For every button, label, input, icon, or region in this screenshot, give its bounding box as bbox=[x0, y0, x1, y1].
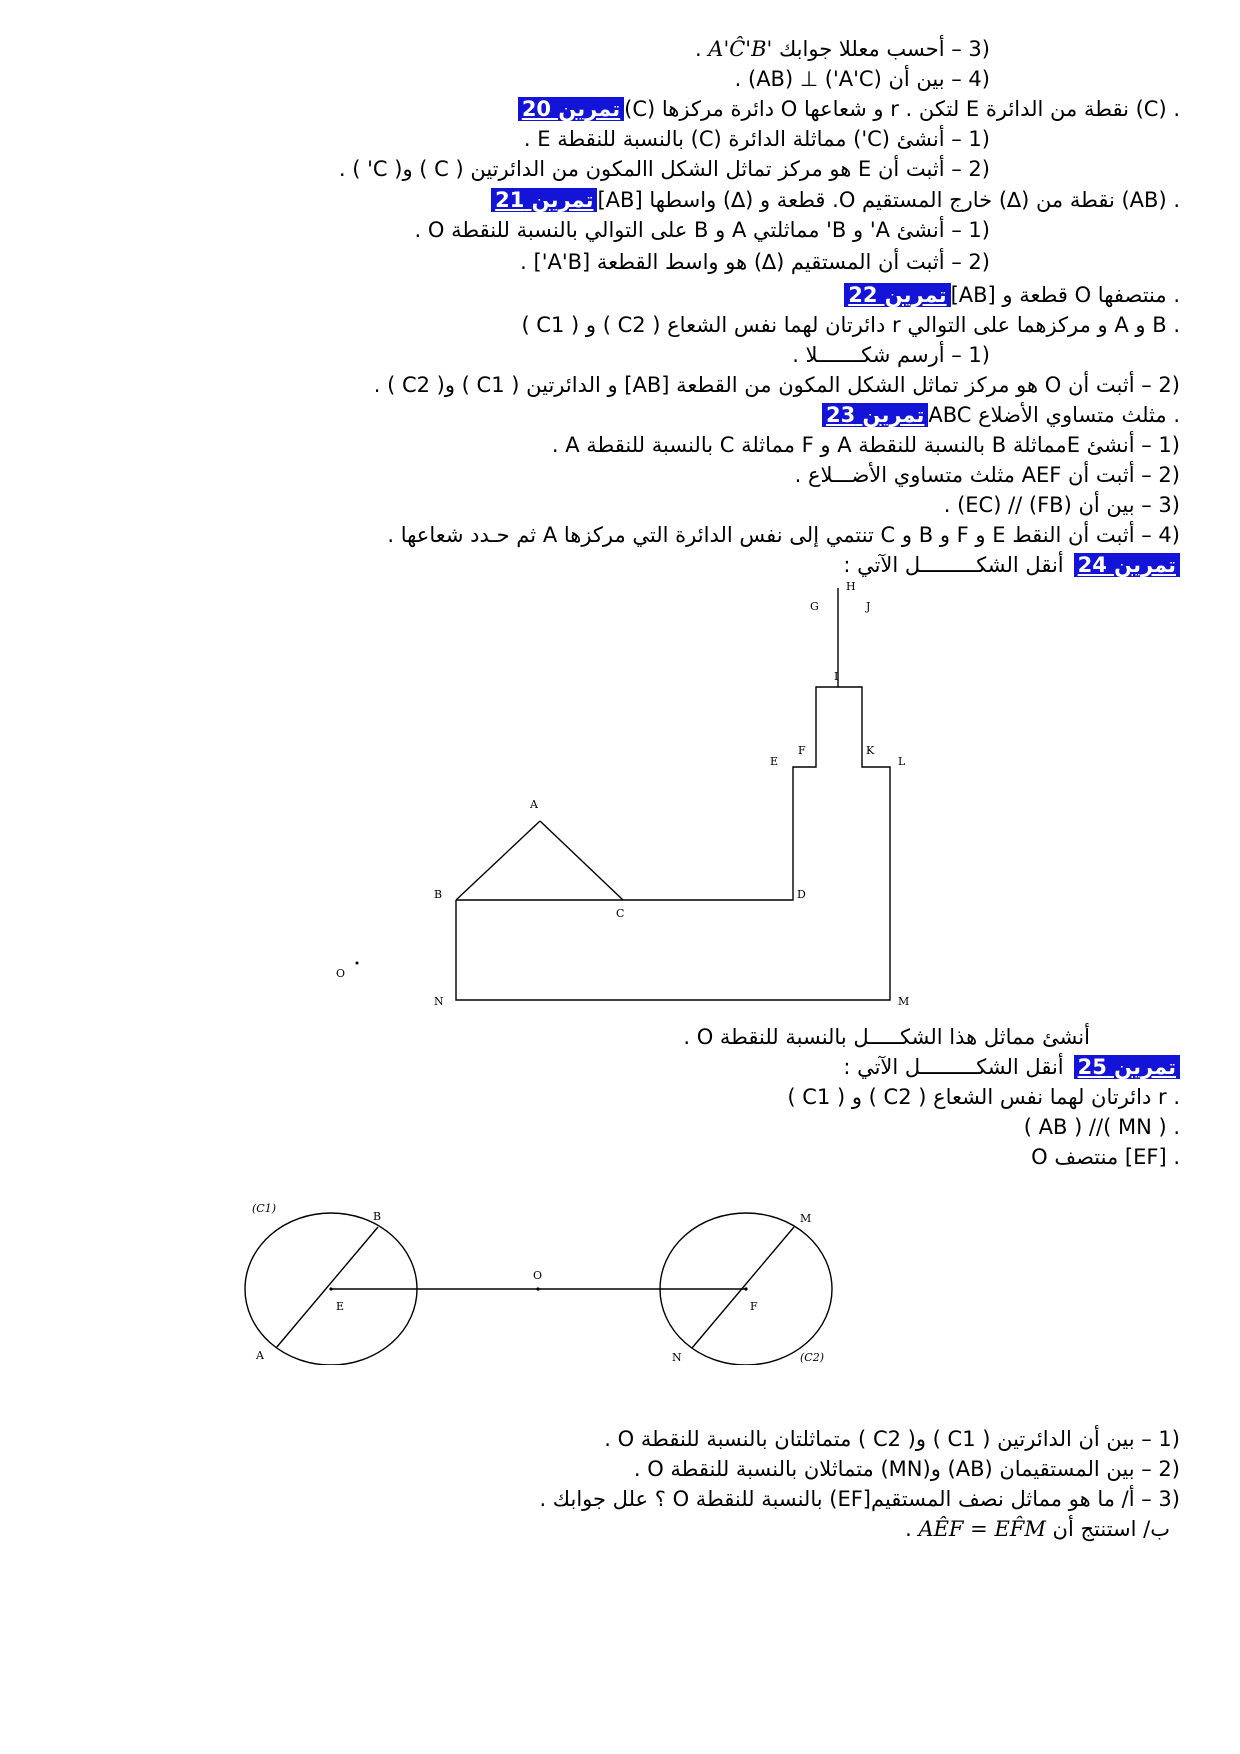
figure-25 bbox=[0, 1185, 1240, 1365]
e20-statement: تمرين 20 (C) دائرة مركزها O و شعاعها r . لتكن E نقطة من الدائرة (C) . bbox=[508, 96, 1180, 122]
e23-q2: (2 – أثبت أن AEF مثلث متساوي الأضـــلاع . bbox=[794, 463, 1180, 487]
label-e: E bbox=[770, 755, 779, 768]
exercise-badge-23: تمرين 23 bbox=[822, 403, 928, 427]
label-g: G bbox=[810, 600, 819, 613]
e22-circles: ( C1 ) و ( C2 ) دائرتان لهما نفس الشعاع r و مركزهما على التوالي A و B . bbox=[521, 313, 1180, 337]
angle-formula: A'Ĉ'B' bbox=[708, 37, 773, 61]
label-m: M bbox=[898, 995, 910, 1008]
e21-statement: تمرين 21 [AB] قطعة و (∆) واسطها .O نقطة من (∆) خارج المستقيم (AB) . bbox=[481, 187, 1180, 213]
point-f bbox=[744, 1287, 747, 1290]
segment-ac bbox=[540, 821, 623, 900]
label-k: K bbox=[866, 744, 875, 757]
e25-statement: تمرين 25أنقل الشكـــــــــل الآتي : bbox=[843, 1054, 1180, 1080]
label-o: O bbox=[336, 967, 346, 980]
figure-24 bbox=[0, 580, 1240, 1020]
e19-q3: (3 – أحسب معللا جوابك A'Ĉ'B' . bbox=[694, 37, 990, 61]
e20-q1: (1 – أنشئ (C') مماثلة الدائرة (C) بالنسبة للنقطة E . bbox=[523, 127, 990, 151]
e25-parallel: ( AB ) //( MN ) . bbox=[1023, 1115, 1180, 1139]
label-m: M bbox=[800, 1212, 812, 1225]
point-e bbox=[329, 1287, 332, 1290]
e19-q4: (4 – بين أن (A'C') ⊥ (AB) . bbox=[734, 67, 990, 91]
e23-statement: تمرين 23 ABC مثلث متساوي الأضلاع . bbox=[812, 402, 1180, 428]
label-o: O bbox=[533, 1269, 543, 1282]
point-o bbox=[536, 1287, 539, 1290]
label-e: E bbox=[336, 1300, 345, 1313]
e25-q3b: ب/ استنتج أن AÊF = EF̂M . bbox=[905, 1517, 1170, 1541]
label-f: F bbox=[798, 744, 806, 757]
exercise-badge-24: تمرين 24 bbox=[1074, 553, 1180, 577]
e25-midpoint: O منتصف [EF] . bbox=[1031, 1145, 1180, 1169]
exercise-badge-20: تمرين 20 bbox=[518, 97, 624, 121]
label-h: H bbox=[846, 580, 856, 593]
e25-q2: (2 – بين المستقيمان (AB) و(MN) متماثلان بالنسبة للنقطة O . bbox=[633, 1457, 1180, 1481]
e25-q1: (1 – بين أن الدائرتين ( C1 ) و( C2 ) متماثلتان بالنسبة للنقطة O . bbox=[604, 1427, 1180, 1451]
e22-q2: (2 – أثبت أن O هو مركز تماثل الشكل المكون من القطعة [AB] و الدائرتين ( C1 ) و( C2 ) . bbox=[373, 373, 1180, 397]
e23-q3: (3 – بين أن (FB) // (EC) . bbox=[943, 493, 1180, 517]
e20-q2: (2 – أثبت أن E هو مركز تماثل الشكل االمكون من الدائرتين ( C ) و( C' ) . bbox=[338, 157, 990, 181]
exercise-badge-21: تمرين 21 bbox=[491, 188, 597, 212]
segment-mn bbox=[692, 1227, 794, 1348]
angle-equality: AÊF = EF̂M bbox=[918, 1517, 1046, 1541]
e21-q2: (2 – أثبت أن المستقيم (∆) هو واسط القطعة [A'B'] . bbox=[520, 250, 990, 274]
e25-circles: ( C1 ) و ( C2 ) دائرتان لهما نفس الشعاع r . bbox=[787, 1085, 1180, 1109]
label-b: B bbox=[373, 1210, 382, 1223]
label-d: D bbox=[797, 888, 806, 901]
label-i: I bbox=[834, 670, 839, 683]
label-c2: (C2) bbox=[800, 1351, 824, 1364]
exercise-badge-22: تمرين 22 bbox=[844, 283, 950, 307]
label-a: A bbox=[256, 1349, 264, 1362]
point-o bbox=[356, 962, 359, 965]
e21-q1: (1 – أنشئ A' و B' مماثلتي A و B على التوالي بالنسبة للنقطة O . bbox=[414, 218, 990, 242]
label-b: B bbox=[434, 888, 443, 901]
e24-statement: تمرين 24أنقل الشكـــــــــل الآتي : bbox=[843, 552, 1180, 578]
label-c1: (C1) bbox=[252, 1202, 276, 1215]
label-n: N bbox=[672, 1351, 682, 1364]
exercise-badge-25: تمرين 25 bbox=[1074, 1055, 1180, 1079]
label-a: A bbox=[530, 798, 538, 811]
e22-q1: (1 – أرسم شكـــــــلا . bbox=[792, 343, 990, 367]
e25-q3a: (3 – أ/ ما هو مماثل نصف المستقيم[EF) بالنسبة للنقطة O ؟ علل جوابك . bbox=[539, 1487, 1180, 1511]
label-c: C bbox=[616, 907, 625, 920]
e23-q1: (1 – أنشئ Eمماثلة B بالنسبة للنقطة A و F مماثلة C بالنسبة للنقطة A . bbox=[551, 433, 1180, 457]
label-f: F bbox=[750, 1300, 758, 1313]
label-n: N bbox=[434, 995, 444, 1008]
e24-question: أنشئ مماثل هذا الشكـــــل بالنسبة للنقطة O . bbox=[683, 1025, 1090, 1049]
label-l: L bbox=[898, 755, 906, 768]
label-j: J bbox=[866, 600, 871, 613]
e23-q4: (4 – أثبت أن النقط E و F و B و C تنتمي إلى نفس الدائرة التي مركزها A ثم حـدد شعاعها . bbox=[387, 523, 1180, 547]
outline-shape bbox=[456, 687, 890, 1000]
e22-statement: تمرين 22 [AB] قطعة و O منتصفها . bbox=[834, 282, 1180, 308]
segment-ab bbox=[456, 821, 540, 900]
segment-ab bbox=[276, 1227, 378, 1348]
